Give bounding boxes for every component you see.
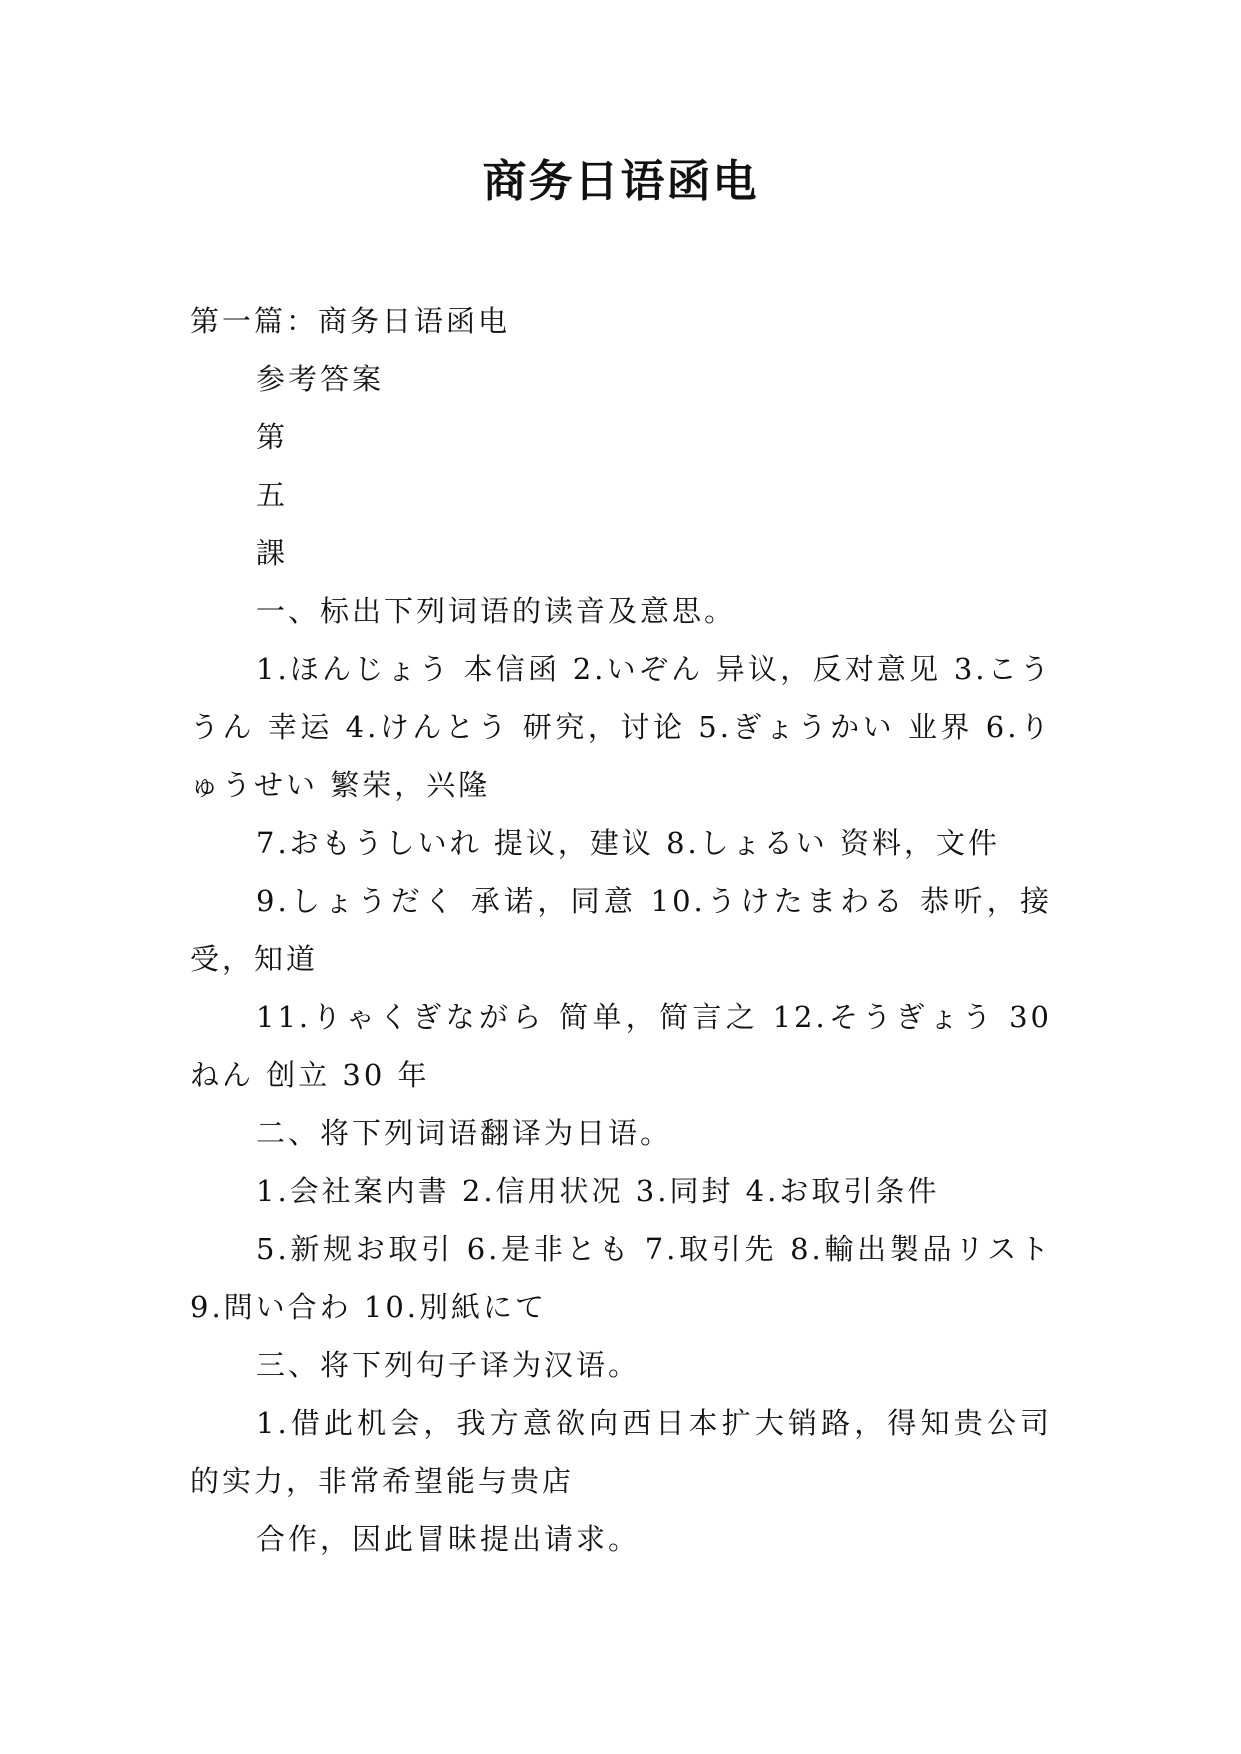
document-title: 商务日语函电 — [482, 156, 759, 207]
exercise-3-answer-1-cont: 合作，因此冒昧提出请求。 — [256, 1522, 641, 1556]
lesson-label-char-2: 五 — [256, 478, 289, 512]
lesson-label-char-3: 課 — [256, 536, 289, 570]
exercise-1-answers-d: 11.りゃくぎながら 简单，简言之 12.そうぎょう 30ねん 创立 30 年 — [190, 1000, 1052, 1092]
exercise-2-answers-b: 5.新规お取引 6.是非とも 7.取引先 8.輸出製品リスト 9.問い合わ 10.別紙にて — [190, 1232, 1052, 1324]
answer-heading: 参考答案 — [256, 362, 385, 396]
exercise-1-answers-a: 1.ほんじょう 本信函 2.いぞん 异议，反对意见 3.こううん 幸运 4.けんとう 研究，讨论 5.ぎょうかい 业界 6.りゅうせい 繁荣，兴隆 — [190, 652, 1052, 802]
lesson-label-char-1: 第 — [256, 420, 289, 454]
exercise-2-answers-a: 1.会社案内書 2.信用状况 3.同封 4.お取引条件 — [256, 1174, 940, 1208]
exercise-3-answer-1: 1.借此机会，我方意欲向西日本扩大销路，得知贵公司的实力，非常希望能与贵店 — [190, 1406, 1052, 1498]
exercise-1-answers-c: 9.しょうだく 承诺，同意 10.うけたまわる 恭听，接受，知道 — [190, 884, 1052, 976]
document-body — [190, 292, 1052, 1568]
exercise-1-heading: 一、标出下列词语的读音及意思。 — [256, 594, 737, 628]
exercise-3-heading: 三、将下列句子译为汉语。 — [256, 1348, 641, 1382]
exercise-1-answers-b: 7.おもうしいれ 提议，建议 8.しょるい 资料，文件 — [256, 826, 1000, 860]
section-heading: 第一篇：商务日语函电 — [190, 304, 511, 338]
exercise-2-heading: 二、将下列词语翻译为日语。 — [256, 1116, 673, 1150]
